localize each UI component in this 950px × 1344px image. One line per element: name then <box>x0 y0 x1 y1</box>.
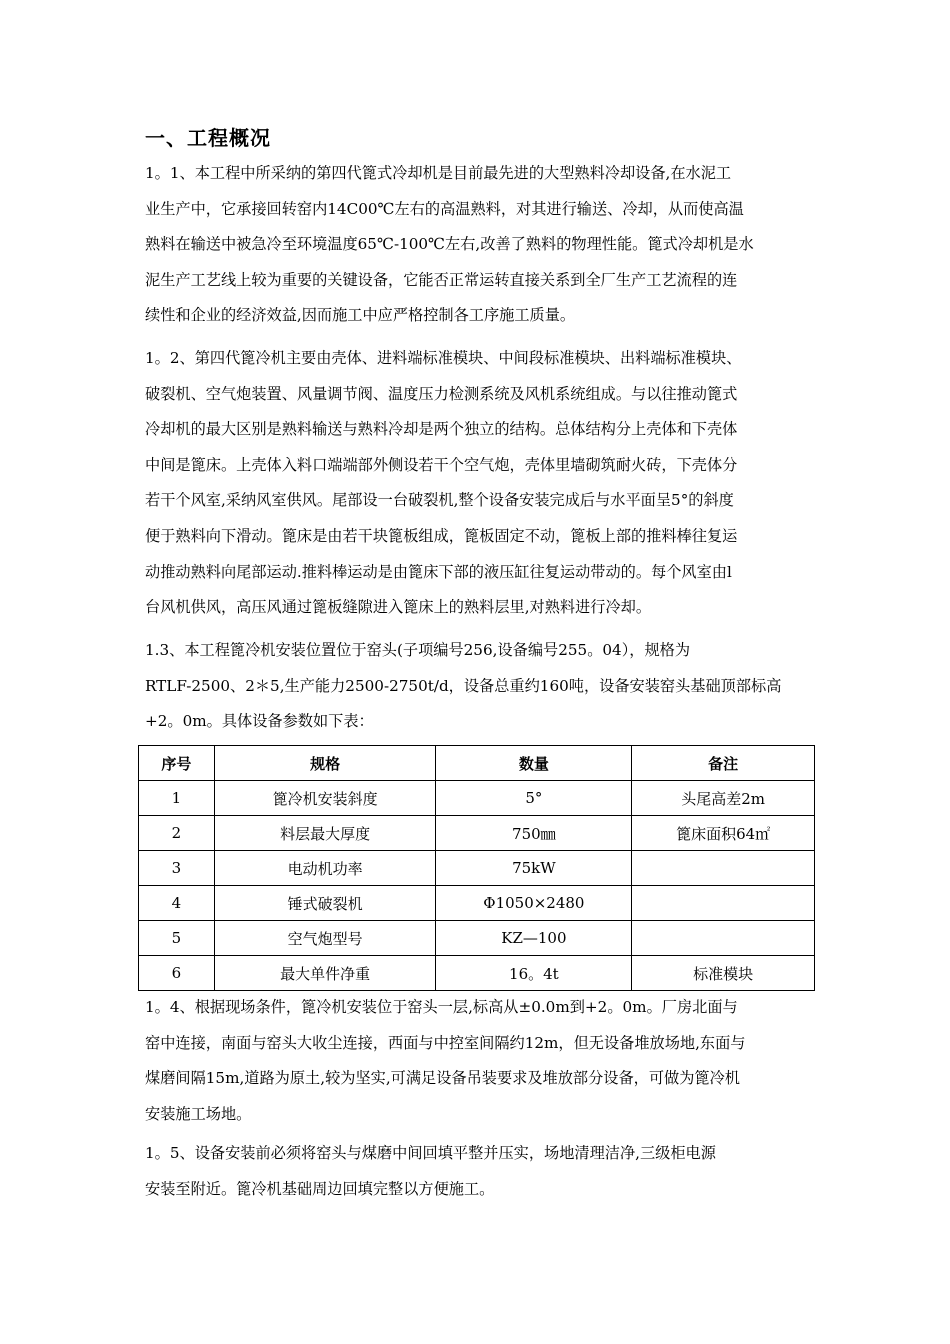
table-cell: 5° <box>436 781 632 816</box>
text-line: RTLF-2500、2＊5,生产能力2500-2750t/d，设备总重约160吨，设备安装窑头基础顶部标高 <box>145 676 782 695</box>
table-cell: 3 <box>139 851 215 886</box>
text-line: 1。4、根据现场条件，篦冷机安装位于窑头一层,标高从±0.0m到+2。0m。厂房北面与 <box>145 998 738 1016</box>
paragraph-1-1 <box>145 156 813 334</box>
table-cell: 头尾高差2m <box>632 781 815 816</box>
text-line: 1.3、本工程篦冷机安装位置位于窑头(子项编号256,设备编号255。04），规格为 <box>145 641 691 659</box>
table-cell: 篦床面积64㎡ <box>632 816 815 851</box>
text-line: 熟料在输送中被急冷至环境温度65℃-100℃左右,改善了熟料的物理性能。篦式冷却机是水 <box>145 235 754 254</box>
table-row <box>139 921 815 956</box>
text-line: 1。1、本工程中所采纳的第四代篦式冷却机是目前最先进的大型熟料冷却设备,在水泥工 <box>145 164 732 182</box>
text-line: 中间是篦床。上壳体入料口端端部外侧设若干个空气炮，壳体里墙砌筑耐火砖，下壳体分 <box>145 455 738 474</box>
header-spec: 规格 <box>214 746 436 781</box>
text-line: 泥生产工艺线上较为重要的关键设备，它能否正常运转直接关系到全厂生产工艺流程的连 <box>145 270 738 289</box>
text-line: 台风机供风，高压风通过篦板缝隙进入篦床上的熟料层里,对熟料进行冷却。 <box>145 598 652 617</box>
table-row <box>139 781 815 816</box>
text-line: 安装施工场地。 <box>145 1104 252 1123</box>
table-cell: 2 <box>139 816 215 851</box>
table-cell: 料层最大厚度 <box>214 816 436 851</box>
table-cell: 1 <box>139 781 215 816</box>
text-line: 业生产中，它承接回转窑内14C00℃左右的高温熟料，对其进行输送、冷却，从而使高温 <box>145 199 744 218</box>
text-line: +2。0m。具体设备参数如下表： <box>145 712 374 731</box>
paragraph-1-4 <box>145 990 813 1132</box>
table-row <box>139 956 815 991</box>
table-cell: 篦冷机安装斜度 <box>214 781 436 816</box>
header-remark: 备注 <box>632 746 815 781</box>
table-cell: Φ1050×2480 <box>436 886 632 921</box>
text-line: 煤磨间隔15m,道路为原土,较为坚实,可满足设备吊装要求及堆放部分设备，可做为篦冷机 <box>145 1069 740 1088</box>
text-line: 动推动熟料向尾部运动.推料棒运动是由篦床下部的液压缸往复运动带动的。每个风室由l <box>145 562 732 581</box>
table-cell: 6 <box>139 956 215 991</box>
paragraph-1-5 <box>145 1136 813 1207</box>
header-quantity: 数量 <box>436 746 632 781</box>
text-line: 安装至附近。篦冷机基础周边回填完整以方便施工。 <box>145 1179 495 1198</box>
paragraph-1-3 <box>145 633 813 740</box>
table-cell: 锤式破裂机 <box>214 886 436 921</box>
header-index: 序号 <box>139 746 215 781</box>
table-row <box>139 886 815 921</box>
table-cell <box>632 886 815 921</box>
text-line: 破裂机、空气炮装置、风量调节阀、温度压力检测系统及风机系统组成。与以往推动篦式 <box>145 384 738 403</box>
paragraph-1-2 <box>145 341 813 626</box>
table-cell: KZ—100 <box>436 921 632 956</box>
text-line: 冷却机的最大区别是熟料输送与熟料冷却是两个独立的结构。总体结构分上壳体和下壳体 <box>145 420 738 439</box>
text-line: 1。5、设备安装前必须将窑头与煤磨中间回填平整并压实，场地清理洁净,三级柜电源 <box>145 1144 716 1162</box>
text-line: 1。2、第四代篦冷机主要由壳体、进料端标准模块、中间段标准模块、出料端标准模块、 <box>145 349 742 367</box>
table-cell: 16。4t <box>436 956 632 991</box>
section-heading: 一、工程概况 <box>145 126 271 150</box>
table-cell: 750㎜ <box>436 816 632 851</box>
table-cell: 5 <box>139 921 215 956</box>
text-line: 便于熟料向下滑动。篦床是由若干块篦板组成，篦板固定不动，篦板上部的推料棒往复运 <box>145 526 738 545</box>
equipment-parameter-table <box>138 745 815 991</box>
table-cell: 最大单件净重 <box>214 956 436 991</box>
table-cell: 标准模块 <box>632 956 815 991</box>
table-row <box>139 816 815 851</box>
text-line: 续性和企业的经济效益,因而施工中应严格控制各工序施工质量。 <box>145 306 576 325</box>
table-cell: 75kW <box>436 851 632 886</box>
table-cell <box>632 921 815 956</box>
text-line: 若干个风室,采纳风室供风。尾部设一台破裂机,整个设备安装完成后与水平面呈5°的斜度 <box>145 491 734 510</box>
table-cell: 空气炮型号 <box>214 921 436 956</box>
table-row <box>139 851 815 886</box>
table-cell: 电动机功率 <box>214 851 436 886</box>
table-cell: 4 <box>139 886 215 921</box>
table-header-row <box>139 746 815 781</box>
table-cell <box>632 851 815 886</box>
text-line: 窑中连接，南面与窑头大收尘连接，西面与中控室间隔约12m，但无设备堆放场地,东面与 <box>145 1033 746 1052</box>
